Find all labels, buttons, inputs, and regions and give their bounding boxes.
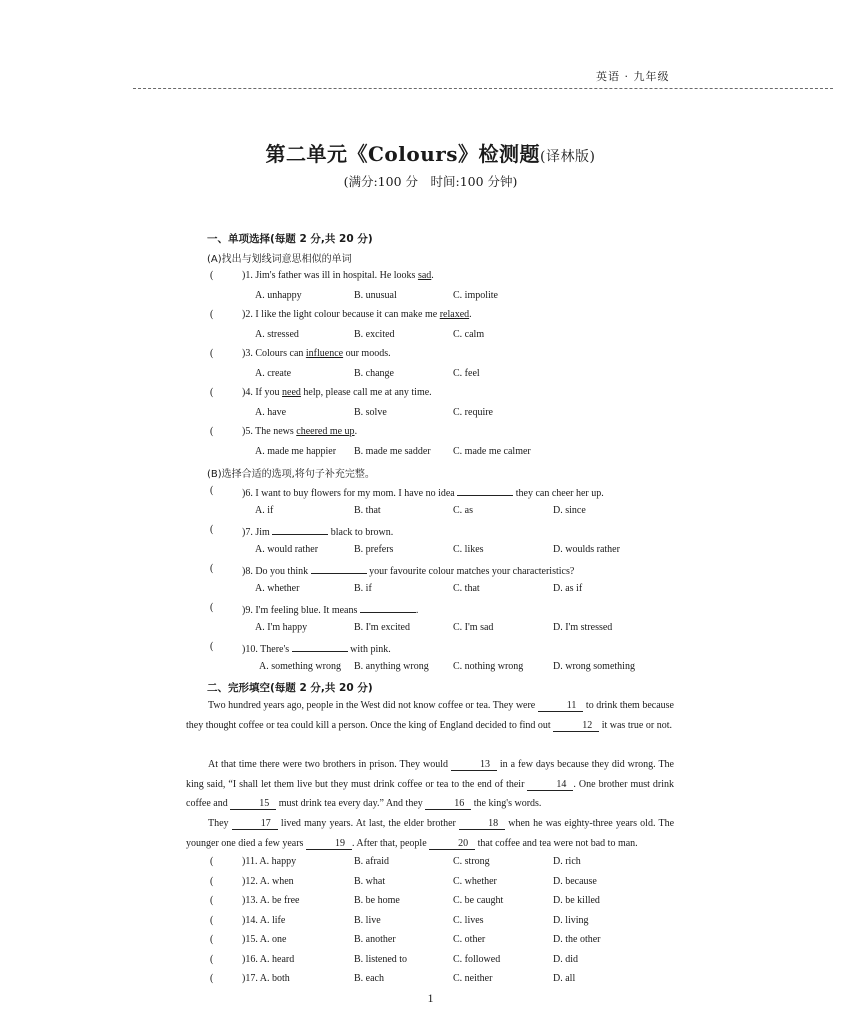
page-number: 1 bbox=[427, 991, 434, 1005]
option: B. made me sadder bbox=[354, 446, 431, 457]
part-b-instruction: (B)选择合适的选项,将句子补充完整。 bbox=[207, 469, 375, 480]
cloze-blank-15: 15 bbox=[230, 798, 276, 810]
option: C. nothing wrong bbox=[453, 661, 524, 672]
option: C. feel bbox=[453, 368, 480, 379]
underlined-word: sad bbox=[417, 270, 432, 281]
part-a-instruction: (A)找出与划线词意思相似的单词 bbox=[207, 254, 352, 265]
option: D. woulds rather bbox=[553, 544, 620, 555]
underlined-word: need bbox=[282, 387, 301, 398]
underlined-word: relaxed bbox=[439, 309, 470, 320]
page-title bbox=[0, 138, 861, 167]
answer-blank bbox=[457, 485, 513, 496]
option: D. wrong something bbox=[553, 661, 635, 672]
cloze-blank-20: 20 bbox=[429, 838, 475, 850]
option: C. calm bbox=[453, 329, 485, 340]
title-subtitle: (满分:100 分 时间:100 分钟) bbox=[343, 174, 518, 189]
option: B. what bbox=[354, 876, 386, 887]
option: A. would rather bbox=[255, 544, 319, 555]
option: B. change bbox=[354, 368, 394, 379]
header-divider bbox=[133, 88, 833, 89]
cloze-blank-16: 16 bbox=[425, 798, 471, 810]
option: C. that bbox=[453, 583, 480, 594]
option: A. whether bbox=[255, 583, 300, 594]
option: C. as bbox=[453, 505, 473, 516]
option: B. each bbox=[354, 973, 384, 984]
option: B. if bbox=[354, 583, 372, 594]
option: B. I'm excited bbox=[354, 622, 410, 633]
option: D. because bbox=[553, 876, 597, 887]
underlined-word: cheered me up bbox=[296, 426, 355, 437]
cloze-paragraph-2: At that time there were two brothers in prison. They would 13 in a few days because they did wrong. The king said, “I shall let them live but they must drink coffee or tea to the end of their 14 . One brother must drink coffee and 15 must drink tea every day.” And they 16 the king's words. bbox=[186, 759, 675, 809]
option: D. the other bbox=[553, 934, 601, 945]
option: A. if bbox=[255, 505, 274, 516]
section-1-heading: 一、单项选择(每题 2 分,共 20 分) bbox=[207, 233, 373, 245]
cloze-paragraph-1: Two hundred years ago, people in the West did not know coffee or tea. They were 11 to drink them because they thought coffee or tea could kill a person. Once the king of England decided to find out 12 it was true or not. bbox=[186, 700, 674, 731]
answer-blank bbox=[311, 563, 367, 574]
option: C. followed bbox=[453, 954, 501, 965]
option: B. solve bbox=[354, 407, 387, 418]
option: B. be home bbox=[354, 895, 400, 906]
option: B. unusual bbox=[354, 290, 397, 301]
option: C. lives bbox=[453, 915, 484, 926]
option: A. I'm happy bbox=[255, 622, 308, 633]
cloze-blank-12: 12 bbox=[553, 720, 599, 732]
answer-blank bbox=[292, 641, 348, 652]
answer-blank bbox=[360, 602, 416, 613]
title-edition: (译林版) bbox=[540, 149, 596, 165]
option: C. be caught bbox=[453, 895, 504, 906]
option: B. another bbox=[354, 934, 396, 945]
cloze-blank-18: 18 bbox=[459, 818, 505, 830]
option: C. I'm sad bbox=[453, 622, 494, 633]
option: A. unhappy bbox=[255, 290, 302, 301]
cloze-blank-14: 14 bbox=[527, 779, 573, 791]
option: C. other bbox=[453, 934, 486, 945]
cloze-paragraph-3: They 17 lived many years. At last, the elder brother 18 when he was eighty-three years old. The younger one died a few years 19 . After that, people 20 that coffee and tea were not bad to man. bbox=[186, 818, 675, 849]
option: B. excited bbox=[354, 329, 395, 340]
cloze-blank-11: 11 bbox=[538, 700, 584, 712]
answer-blank bbox=[272, 524, 328, 535]
option: A. create bbox=[255, 368, 292, 379]
option: B. prefers bbox=[354, 544, 394, 555]
option: A. something wrong bbox=[259, 661, 341, 672]
option: B. live bbox=[354, 915, 381, 926]
option: A. have bbox=[255, 407, 287, 418]
option: D. I'm stressed bbox=[553, 622, 613, 633]
option: B. afraid bbox=[354, 856, 389, 867]
option: A. stressed bbox=[255, 329, 299, 340]
option: C. strong bbox=[453, 856, 490, 867]
cloze-blank-13: 13 bbox=[451, 759, 497, 771]
option: D. since bbox=[553, 505, 586, 516]
option: D. as if bbox=[553, 583, 583, 594]
option: C. made me calmer bbox=[453, 446, 531, 457]
option: C. neither bbox=[453, 973, 493, 984]
cloze-blank-19: 19 bbox=[306, 838, 352, 850]
option: D. living bbox=[553, 915, 589, 926]
title-text: 第二单元《Colours》检测题 bbox=[265, 142, 541, 166]
option: D. did bbox=[553, 954, 578, 965]
option: C. require bbox=[453, 407, 493, 418]
option: C. likes bbox=[453, 544, 484, 555]
option: B. anything wrong bbox=[354, 661, 429, 672]
option: C. whether bbox=[453, 876, 497, 887]
option: A. made me happier bbox=[255, 446, 337, 457]
option: B. listened to bbox=[354, 954, 408, 965]
option: D. all bbox=[553, 973, 576, 984]
option: B. that bbox=[354, 505, 381, 516]
cloze-blank-17: 17 bbox=[232, 818, 278, 830]
option: D. rich bbox=[553, 856, 581, 867]
page-header-label: 英语 · 九年级 bbox=[596, 70, 670, 83]
underlined-word: influence bbox=[305, 348, 344, 359]
option: C. impolite bbox=[453, 290, 498, 301]
option: D. be killed bbox=[553, 895, 600, 906]
section-2-heading: 二、完形填空(每题 2 分,共 20 分) bbox=[207, 682, 373, 694]
